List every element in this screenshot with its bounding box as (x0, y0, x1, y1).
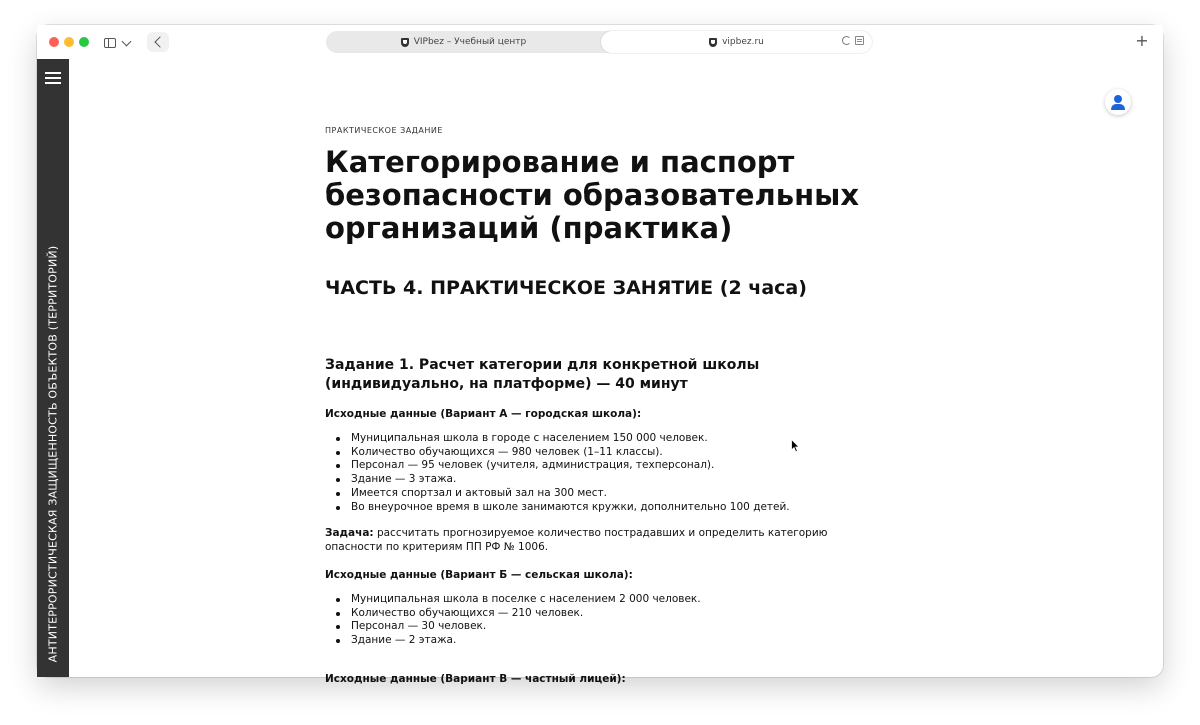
tab-label: vipbez.ru (722, 37, 764, 47)
shield-icon (709, 38, 717, 47)
sidebar-toggle-button[interactable] (104, 34, 136, 51)
list-item: Имеется спортзал и актовый зал на 300 мест. (325, 487, 790, 501)
list-item: Муниципальная школа в поселке с населением 2 000 человек. (325, 593, 701, 607)
list-item: Количество обучающихся — 980 человек (1–11 классы). (325, 446, 790, 460)
tab-tools (842, 36, 864, 45)
maximize-window-button[interactable] (79, 37, 89, 47)
chevron-left-icon (154, 36, 165, 47)
tab-bar (326, 31, 872, 53)
list-item: Здание — 2 этажа. (325, 634, 701, 648)
back-button[interactable] (147, 32, 169, 52)
browser-window (37, 25, 1163, 685)
reader-icon[interactable] (855, 36, 864, 45)
task-title: Задание 1. Расчет категории для конкретной школы (индивидуально, на платформе) — 40 минут (325, 357, 760, 392)
shield-icon (401, 38, 409, 47)
sidebar-icon (104, 38, 116, 48)
task-label: Задача: (325, 527, 374, 539)
new-tab-button[interactable]: + (1135, 31, 1149, 50)
variant-b-list (325, 593, 701, 648)
list-item: Здание — 3 этажа. (325, 473, 790, 487)
tab-vipbez-center[interactable] (326, 31, 601, 53)
sidebar-vertical-label: АНТИТЕРРОРИСТИЧЕСКАЯ ЗАЩИЩЕННОСТЬ ОБЪЕКТОВ (ТЕРРИТОРИЙ) (46, 245, 60, 663)
close-window-button[interactable] (49, 37, 59, 47)
task-description (325, 526, 885, 554)
tab-vipbez-ru[interactable] (601, 31, 872, 53)
list-item: Персонал — 30 человек. (325, 620, 701, 634)
variant-b-heading: Исходные данные (Вариант Б — сельская школа): (325, 569, 633, 581)
tab-label: VIPbez – Учебный центр (413, 37, 527, 47)
chevron-down-icon (122, 36, 132, 46)
user-icon (1114, 95, 1122, 103)
mouse-pointer-icon (791, 439, 800, 453)
task-text: рассчитать прогнозируемое количество пострадавших и определить категорию опасности по критериям ПП РФ № 1006. (325, 527, 828, 553)
menu-icon[interactable] (45, 72, 61, 84)
list-item: Количество обучающихся — 210 человек. (325, 607, 701, 621)
page-eyebrow: ПРАКТИЧЕСКОЕ ЗАДАНИЕ (325, 126, 443, 135)
variant-c-heading: Исходные данные (Вариант В — частный лицей): (325, 673, 626, 685)
list-item: Муниципальная школа в городе с населением 150 000 человек. (325, 432, 790, 446)
page-title: Категорирование и паспорт безопасности образовательных организаций (практика) (325, 145, 860, 245)
variant-a-heading: Исходные данные (Вариант А — городская школа): (325, 408, 642, 420)
variant-a-list (325, 432, 790, 514)
part-title: ЧАСТЬ 4. ПРАКТИЧЕСКОЕ ЗАНЯТИЕ (2 часа) (325, 277, 807, 299)
list-item: Во внеурочное время в школе занимаются кружки, дополнительно 100 детей. (325, 501, 790, 515)
browser-toolbar (37, 25, 1163, 59)
reload-icon[interactable] (842, 36, 851, 45)
user-account-button[interactable] (1105, 89, 1131, 115)
list-item: Персонал — 95 человек (учителя, администрация, техперсонал). (325, 459, 790, 473)
left-sidebar (37, 59, 69, 677)
minimize-window-button[interactable] (64, 37, 74, 47)
